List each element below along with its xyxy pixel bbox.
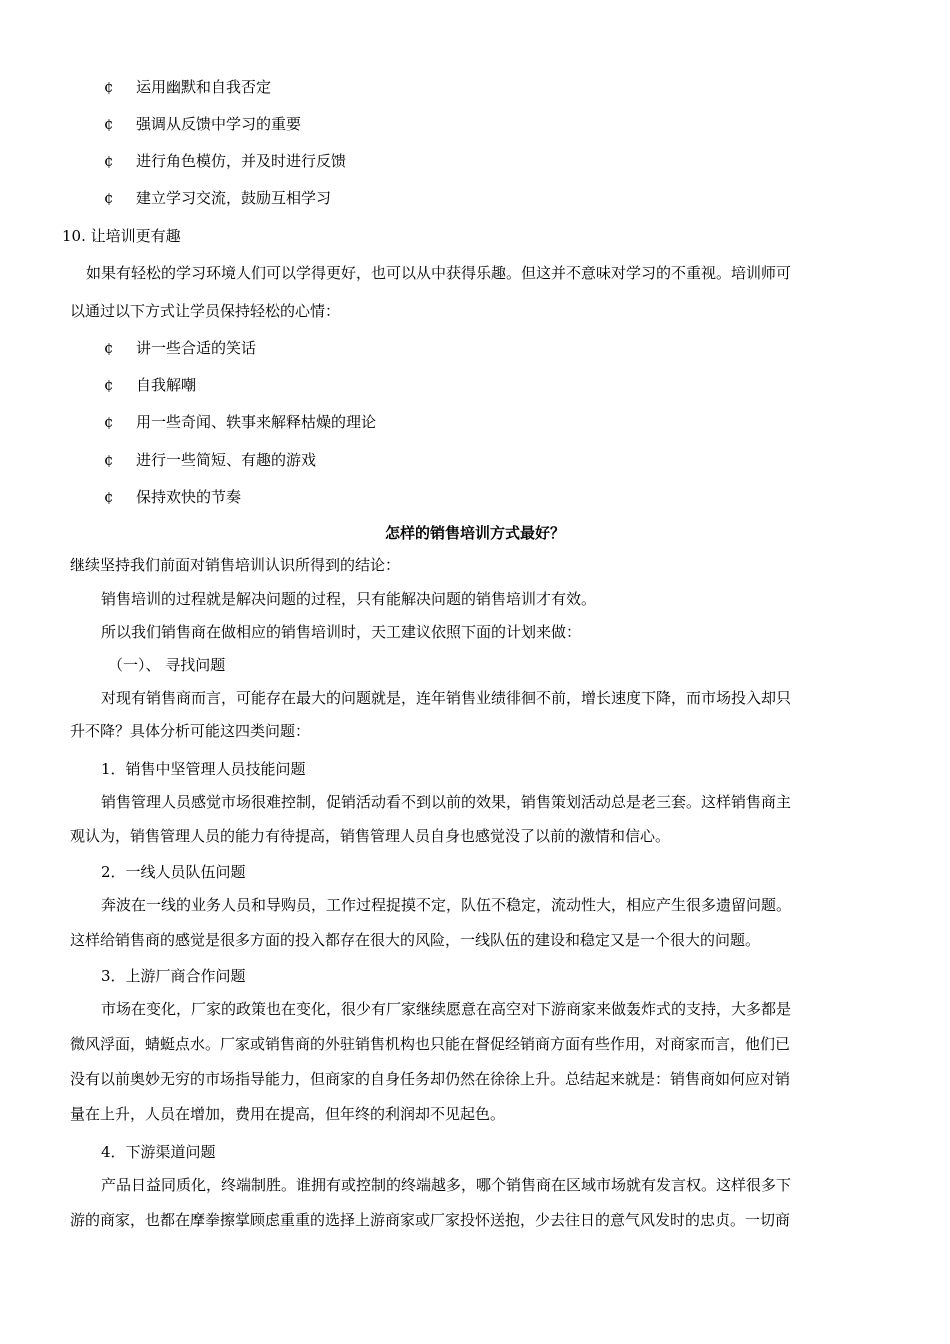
paragraph-line: 这样给销售商的感觉是很多方面的投入都存在很大的风险，一线队伍的建设和稳定又是一个很大的问题。	[70, 931, 761, 949]
subheading: 3．上游厂商合作问题	[101, 967, 246, 985]
bullet-icon: ¢	[104, 78, 114, 96]
list-item: 保持欢快的节奏	[136, 488, 242, 506]
list-item: 进行一些简短、有趣的游戏	[136, 451, 317, 469]
list-item: 自我解嘲	[136, 376, 197, 394]
paragraph-line: 量在上升，人员在增加，费用在提高，但年终的利润却不见起色。	[70, 1105, 506, 1123]
bullet-icon: ¢	[104, 451, 114, 469]
paragraph-line: 游的商家，也都在摩拳擦掌顾虑重重的选择上游商家或厂家投怀送抱，少去往日的意气风发时的忠贞。一切商	[70, 1211, 791, 1229]
list-item: 讲一些合适的笑话	[136, 339, 257, 357]
paragraph-line: 观认为，销售管理人员的能力有待提高，销售管理人员自身也感觉没了以前的激情和信心。	[70, 827, 671, 845]
bullet-icon: ¢	[104, 115, 114, 133]
paragraph-line: 产品日益同质化，终端制胜。谁拥有或控制的终端越多，哪个销售商在区域市场就有发言权。这样很多下	[101, 1176, 792, 1194]
paragraph-line: 市场在变化，厂家的政策也在变化，很少有厂家继续愿意在高空对下游商家来做轰炸式的支持，大多都是	[101, 1000, 792, 1018]
paragraph-line: 继续坚持我们前面对销售培训认识所得到的结论：	[70, 556, 401, 574]
section-heading: 10. 让培训更有趣	[62, 227, 181, 245]
list-item: 建立学习交流，鼓励互相学习	[136, 189, 332, 207]
bullet-icon: ¢	[104, 189, 114, 207]
list-item: 强调从反馈中学习的重要	[136, 115, 302, 133]
paragraph-line: 以通过以下方式让学员保持轻松的心情：	[70, 302, 341, 320]
bullet-icon: ¢	[104, 339, 114, 357]
bullet-icon: ¢	[104, 376, 114, 394]
bullet-icon: ¢	[104, 488, 114, 506]
paragraph-line: 微风浮面，蜻蜓点水。厂家或销售商的外驻销售机构也只能在督促经销商方面有些作用，对商家而言，他们已	[70, 1035, 791, 1053]
step-heading: （一）、 寻找问题	[108, 656, 226, 674]
bullet-icon: ¢	[104, 152, 114, 170]
paragraph-line: 对现有销售商而言，可能存在最大的问题就是，连年销售业绩徘徊不前，增长速度下降，而市场投入却只	[101, 689, 792, 707]
article-title: 怎样的销售培训方式最好？	[384, 524, 565, 542]
paragraph-line: 没有以前奥妙无穷的市场指导能力，但商家的自身任务却仍然在徐徐上升。总结起来就是：销售商如何应对销	[70, 1070, 791, 1088]
paragraph-line: 如果有轻松的学习环境人们可以学得更好，也可以从中获得乐趣。但这并不意味对学习的不重视。培训师可	[86, 264, 792, 282]
subheading: 1．销售中坚管理人员技能问题	[101, 760, 306, 778]
paragraph-line: 升不降？具体分析可能这四类问题：	[70, 722, 311, 740]
paragraph-line: 销售管理人员感觉市场很难控制，促销活动看不到以前的效果，销售策划活动总是老三套。这样销售商主	[101, 793, 792, 811]
paragraph-line: 所以我们销售商在做相应的销售培训时，天工建议依照下面的计划来做：	[101, 623, 582, 641]
list-item: 运用幽默和自我否定	[136, 78, 272, 96]
list-item: 进行角色模仿，并及时进行反馈	[136, 152, 347, 170]
bullet-icon: ¢	[104, 413, 114, 431]
paragraph-line: 奔波在一线的业务人员和导购员，工作过程捉摸不定，队伍不稳定，流动性大，相应产生很多遗留问题。	[101, 896, 792, 914]
subheading: 2．一线人员队伍问题	[101, 863, 246, 881]
subheading: 4．下游渠道问题	[101, 1143, 216, 1161]
paragraph-line: 销售培训的过程就是解决问题的过程，只有能解决问题的销售培训才有效。	[101, 590, 597, 608]
list-item: 用一些奇闻、轶事来解释枯燥的理论	[136, 413, 377, 431]
